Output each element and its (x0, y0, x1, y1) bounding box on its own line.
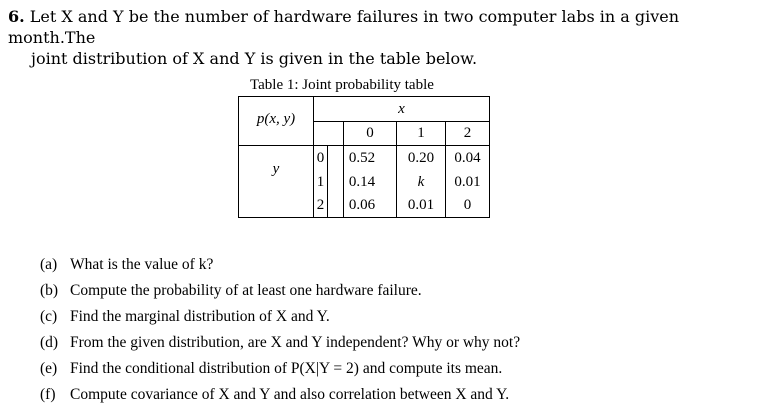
table-cell: 0.14 (348, 173, 376, 190)
question-text: Compute covariance of X and Y and also correlation between X and Y. (70, 386, 510, 403)
table-caption: Table 1: Joint probability table (250, 77, 434, 93)
question-text: Compute the probability of at least one hardware failure. (70, 282, 422, 299)
problem-text-line-1: Let X and Y be the number of hardware failures in two computer labs in a given month.The (8, 7, 680, 47)
table-cell: 0.20 (407, 149, 435, 166)
col-header-2: 2 (463, 124, 472, 141)
question-b (40, 280, 520, 306)
row-header-0: 0 (316, 149, 325, 166)
question-label: (d) (40, 334, 59, 351)
table-cell: k (417, 173, 425, 190)
question-f (40, 384, 520, 410)
table-cell: 0 (463, 197, 472, 213)
question-list (40, 254, 520, 410)
table-cell: 0.04 (454, 149, 481, 166)
question-label: (a) (40, 256, 58, 273)
corner-label: p(x, y) (256, 110, 296, 127)
problem-statement (8, 6, 768, 69)
question-label: (e) (40, 360, 58, 377)
table-cell: 0.52 (348, 149, 376, 166)
row-header-1: 1 (316, 173, 325, 190)
question-label: (c) (40, 308, 58, 325)
joint-probability-table (238, 96, 490, 218)
question-label: (b) (40, 282, 59, 299)
problem-text-line-2: joint distribution of X and Y is given in the table below. (31, 49, 478, 68)
row-variable-label: y (272, 160, 280, 177)
col-header-1: 1 (417, 124, 425, 141)
question-text: Find the marginal distribution of X and Y. (70, 308, 330, 325)
col-header-0: 0 (366, 124, 374, 141)
question-text: Find the conditional distribution of P(X|Y = 2) and compute its mean. (70, 360, 503, 377)
table-cell: 0.01 (407, 197, 435, 213)
table-cell: 0.01 (454, 173, 481, 190)
question-d (40, 332, 520, 358)
column-variable-label: x (398, 100, 405, 117)
question-a (40, 254, 520, 280)
row-header-2: 2 (316, 197, 325, 213)
question-c (40, 306, 520, 332)
question-text: From the given distribution, are X and Y independent? Why or why not? (70, 334, 521, 351)
question-text: What is the value of k? (70, 256, 214, 273)
table-cell: 0.06 (348, 197, 376, 213)
problem-number: 6. (8, 7, 25, 26)
question-label: (f) (40, 386, 56, 403)
question-e (40, 358, 520, 384)
